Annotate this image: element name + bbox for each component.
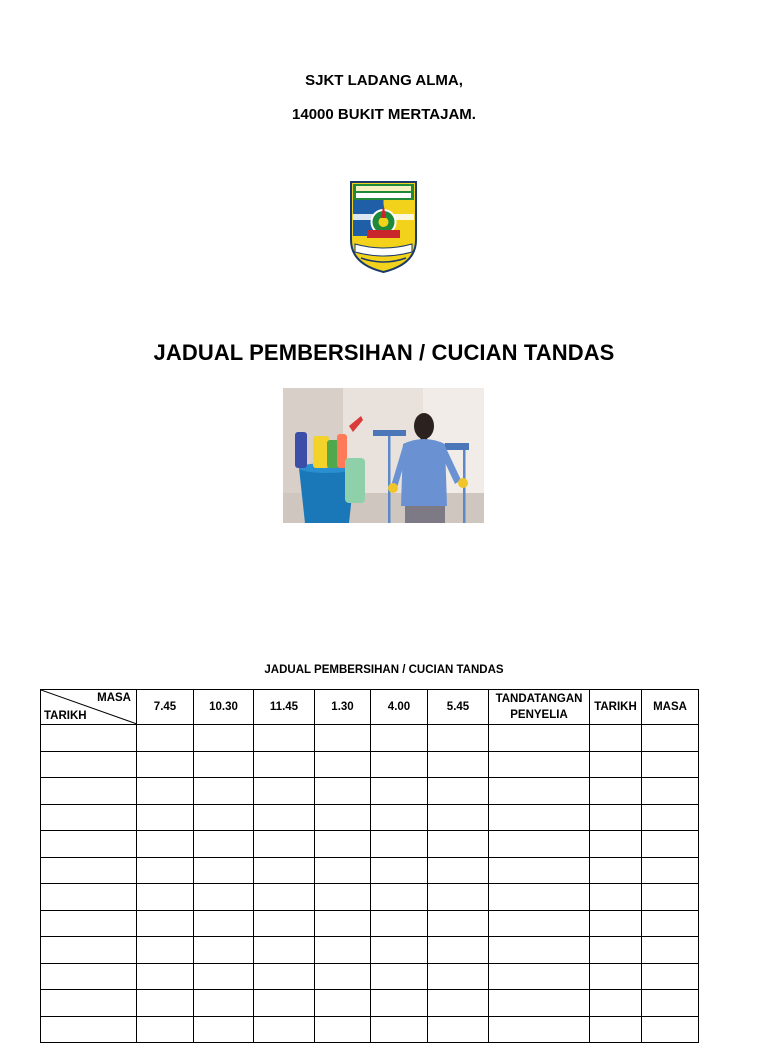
table-cell[interactable]	[254, 884, 315, 911]
table-row	[41, 804, 699, 831]
table-cell[interactable]	[642, 1016, 699, 1043]
table-cell[interactable]	[137, 937, 194, 964]
table-cell[interactable]	[371, 857, 428, 884]
table-header-row	[41, 690, 699, 725]
table-cell[interactable]	[590, 963, 642, 990]
table-cell[interactable]	[371, 963, 428, 990]
table-cell[interactable]	[642, 884, 699, 911]
table-cell[interactable]	[194, 751, 254, 778]
table-cell[interactable]	[489, 963, 590, 990]
table-cell[interactable]	[194, 1016, 254, 1043]
table-cell[interactable]	[428, 804, 489, 831]
table-cell[interactable]	[371, 751, 428, 778]
table-cell[interactable]	[489, 725, 590, 752]
table-cell[interactable]	[41, 1016, 137, 1043]
table-cell[interactable]	[137, 751, 194, 778]
table-row	[41, 725, 699, 752]
table-cell[interactable]	[254, 725, 315, 752]
table-cell[interactable]	[489, 910, 590, 937]
table-cell[interactable]	[590, 990, 642, 1017]
table-cell[interactable]	[428, 990, 489, 1017]
time-header: 10.30	[194, 690, 254, 725]
table-cell[interactable]	[642, 910, 699, 937]
table-cell[interactable]	[489, 831, 590, 858]
table-cell[interactable]	[194, 804, 254, 831]
corner-label-masa: MASA	[97, 692, 131, 704]
table-cell[interactable]	[428, 884, 489, 911]
table-cell[interactable]	[590, 725, 642, 752]
table-row	[41, 778, 699, 805]
table-cell[interactable]	[428, 831, 489, 858]
table-cell[interactable]	[41, 804, 137, 831]
table-cell[interactable]	[254, 937, 315, 964]
table-cell[interactable]	[428, 1016, 489, 1043]
table-cell[interactable]	[371, 990, 428, 1017]
table-row	[41, 910, 699, 937]
table-cell[interactable]	[642, 725, 699, 752]
table-cell[interactable]	[428, 937, 489, 964]
table-cell[interactable]	[137, 963, 194, 990]
table-cell[interactable]	[41, 884, 137, 911]
table-cell[interactable]	[254, 963, 315, 990]
signature-header-line2: PENYELIA	[510, 709, 568, 721]
table-cell[interactable]	[41, 725, 137, 752]
table-cell[interactable]	[254, 910, 315, 937]
corner-header-cell	[41, 690, 137, 725]
table-cell[interactable]	[315, 751, 371, 778]
table-cell[interactable]	[489, 778, 590, 805]
table-cell[interactable]	[315, 937, 371, 964]
table-cell[interactable]	[137, 884, 194, 911]
table-cell[interactable]	[489, 937, 590, 964]
school-logo	[347, 178, 420, 276]
table-row	[41, 963, 699, 990]
table-cell[interactable]	[315, 857, 371, 884]
table-cell[interactable]	[315, 725, 371, 752]
table-cell[interactable]	[315, 910, 371, 937]
table-cell[interactable]	[137, 725, 194, 752]
cleaning-photo	[283, 388, 484, 523]
table-cell[interactable]	[489, 1016, 590, 1043]
signature-header-line1: TANDATANGAN	[495, 693, 583, 705]
table-cell[interactable]	[41, 910, 137, 937]
table-cell[interactable]	[315, 778, 371, 805]
table-cell[interactable]	[371, 937, 428, 964]
table-cell[interactable]	[254, 990, 315, 1017]
table-cell[interactable]	[371, 884, 428, 911]
table-cell[interactable]	[194, 884, 254, 911]
school-name: SJKT LADANG ALMA,	[305, 72, 463, 89]
table-cell[interactable]	[590, 1016, 642, 1043]
cleaning-schedule-table	[40, 689, 699, 1043]
table-cell[interactable]	[428, 725, 489, 752]
table-cell[interactable]	[642, 937, 699, 964]
time-header: 1.30	[315, 690, 371, 725]
table-cell[interactable]	[254, 778, 315, 805]
table-cell[interactable]	[194, 990, 254, 1017]
table-cell[interactable]	[489, 884, 590, 911]
table-cell[interactable]	[41, 831, 137, 858]
table-cell[interactable]	[137, 990, 194, 1017]
table-cell[interactable]	[489, 751, 590, 778]
table-cell[interactable]	[371, 778, 428, 805]
table-row	[41, 857, 699, 884]
table-row	[41, 884, 699, 911]
table-cell[interactable]	[489, 990, 590, 1017]
school-address: 14000 BUKIT MERTAJAM.	[292, 106, 476, 123]
table-cell[interactable]	[590, 804, 642, 831]
table-row	[41, 831, 699, 858]
table-cell[interactable]	[428, 910, 489, 937]
table-cell[interactable]	[137, 910, 194, 937]
table-cell[interactable]	[428, 857, 489, 884]
table-cell[interactable]	[137, 831, 194, 858]
table-cell[interactable]	[642, 751, 699, 778]
table-cell[interactable]	[590, 937, 642, 964]
table-cell[interactable]	[489, 857, 590, 884]
table-cell[interactable]	[642, 857, 699, 884]
table-cell[interactable]	[41, 963, 137, 990]
table-cell[interactable]	[194, 937, 254, 964]
table-cell[interactable]	[371, 725, 428, 752]
table-cell[interactable]	[137, 1016, 194, 1043]
table-cell[interactable]	[41, 778, 137, 805]
table-cell[interactable]	[194, 857, 254, 884]
table-cell[interactable]	[137, 857, 194, 884]
table-cell[interactable]	[41, 937, 137, 964]
page-title: JADUAL PEMBERSIHAN / CUCIAN TANDAS	[153, 340, 615, 365]
table-cell[interactable]	[428, 751, 489, 778]
table-cell[interactable]	[590, 857, 642, 884]
table-row	[41, 751, 699, 778]
table-cell[interactable]	[590, 884, 642, 911]
table-cell[interactable]	[642, 831, 699, 858]
table-cell[interactable]	[137, 804, 194, 831]
signature-header	[489, 690, 590, 725]
time-header: 5.45	[428, 690, 489, 725]
table-cell[interactable]	[194, 910, 254, 937]
table-row	[41, 990, 699, 1017]
table-title: JADUAL PEMBERSIHAN / CUCIAN TANDAS	[264, 664, 504, 676]
table-cell[interactable]	[590, 778, 642, 805]
table-cell[interactable]	[41, 751, 137, 778]
table-cell[interactable]	[41, 990, 137, 1017]
table-cell[interactable]	[194, 778, 254, 805]
table-cell[interactable]	[254, 804, 315, 831]
table-cell[interactable]	[315, 990, 371, 1017]
table-cell[interactable]	[590, 751, 642, 778]
table-cell[interactable]	[41, 857, 137, 884]
table-cell[interactable]	[194, 831, 254, 858]
table-cell[interactable]	[254, 751, 315, 778]
table-cell[interactable]	[371, 1016, 428, 1043]
table-cell[interactable]	[642, 778, 699, 805]
table-cell[interactable]	[642, 804, 699, 831]
table-cell[interactable]	[315, 963, 371, 990]
table-cell[interactable]	[590, 910, 642, 937]
table-cell[interactable]	[371, 910, 428, 937]
table-cell[interactable]	[194, 963, 254, 990]
table-cell[interactable]	[371, 804, 428, 831]
time-header: 11.45	[254, 690, 315, 725]
table-cell[interactable]	[194, 725, 254, 752]
corner-label-tarikh: TARIKH	[44, 710, 87, 722]
table-cell[interactable]	[137, 778, 194, 805]
table-cell[interactable]	[254, 831, 315, 858]
table-cell[interactable]	[315, 804, 371, 831]
time-header: 7.45	[137, 690, 194, 725]
table-cell[interactable]	[315, 1016, 371, 1043]
date-header: TARIKH	[590, 690, 642, 725]
table-cell[interactable]	[315, 831, 371, 858]
table-row	[41, 937, 699, 964]
table-cell[interactable]	[371, 831, 428, 858]
table-cell[interactable]	[315, 884, 371, 911]
table-cell[interactable]	[489, 804, 590, 831]
table-row	[41, 1016, 699, 1043]
time-header: 4.00	[371, 690, 428, 725]
table-cell[interactable]	[254, 1016, 315, 1043]
table-cell[interactable]	[428, 778, 489, 805]
table-cell[interactable]	[428, 963, 489, 990]
table-cell[interactable]	[642, 963, 699, 990]
time-column-header: MASA	[642, 690, 699, 725]
table-cell[interactable]	[254, 857, 315, 884]
table-body	[41, 725, 699, 1043]
table-cell[interactable]	[590, 831, 642, 858]
table-cell[interactable]	[642, 990, 699, 1017]
